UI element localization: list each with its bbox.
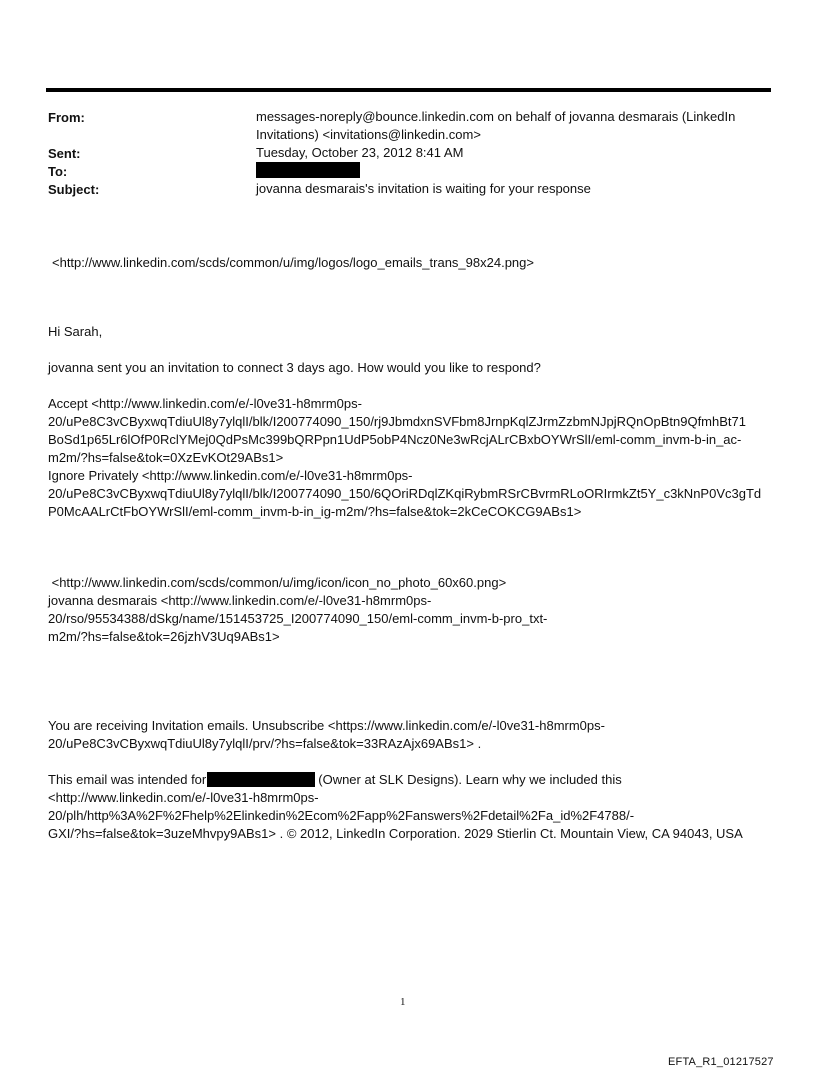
logo-image-link: <http://www.linkedin.com/scds/common/u/img/logos/logo_emails_trans_98x24.png>: [52, 255, 534, 270]
intended-prefix: This email was intended for: [48, 772, 207, 787]
sender-profile-link-line[interactable]: 20/rso/95534388/dSkg/name/151453725_I200774090_150/eml-comm_invm-b-pro_txt-: [48, 611, 548, 626]
subject-label: Subject:: [48, 182, 100, 197]
sender-profile-link-line[interactable]: jovanna desmarais <http://www.linkedin.com/e/-l0ve31-h8mrm0ps-: [48, 593, 432, 608]
ignore-link-line[interactable]: P0McAALrCtFbOYWrSlI/eml-comm_invm-b-in_ig-m2m/?hs=false&tok=2kCeCOKCG9ABs1>: [48, 504, 582, 519]
bates-number: EFTA_R1_01217527: [668, 1056, 774, 1068]
unsubscribe-line[interactable]: 20/uPe8C3vCByxwqTdiuUl8y7ylqlI/prv/?hs=false&tok=33RAzAjx69ABs1> .: [48, 736, 482, 751]
unsubscribe-notice[interactable]: [48, 717, 778, 753]
accept-link[interactable]: [48, 395, 778, 467]
from-label: From:: [48, 110, 85, 125]
sender-profile-link-line[interactable]: m2m/?hs=false&tok=26jzhV3Uq9ABs1>: [48, 629, 280, 644]
learn-why-link-line[interactable]: 20/plh/http%3A%2F%2Fhelp%2Elinkedin%2Ecom%2Fapp%2Fanswers%2Fdetail%2Fa_id%2F4788/-: [48, 808, 635, 823]
subject-value: jovanna desmarais's invitation is waiting for your response: [256, 181, 591, 196]
recipient-redaction-bar: [207, 772, 315, 787]
copyright-line: GXI/?hs=false&tok=3uzeMhvpy9ABs1> . © 2012, LinkedIn Corporation. 2029 Stierlin Ct. Mountain View, CA 94043, USA: [48, 826, 743, 841]
to-label: To:: [48, 164, 68, 179]
to-redaction-bar: [256, 162, 360, 178]
accept-link-line[interactable]: BoSd1p65Lr6lOfP0RclYMej0QdPsMc399bQRPpn1UdP5obP4Ncz0Ne3wRcjALrCBxbOYWrSlI/eml-comm_invm-b-in_ac-: [48, 432, 742, 447]
from-value: messages-noreply@bounce.linkedin.com on behalf of jovanna desmarais (LinkedIn Invitations) <invitations@linkedin.com>: [256, 109, 736, 142]
page-number: 1: [400, 996, 406, 1008]
accept-link-line[interactable]: m2m/?hs=false&tok=0XzEvKOt29ABs1>: [48, 450, 284, 465]
ignore-privately-link[interactable]: [48, 467, 778, 521]
sender-profile-block[interactable]: [48, 574, 778, 646]
accept-link-line[interactable]: Accept <http://www.linkedin.com/e/-l0ve31-h8mrm0ps-: [48, 396, 362, 411]
greeting: Hi Sarah,: [48, 324, 103, 339]
unsubscribe-line[interactable]: You are receiving Invitation emails. Unsubscribe <https://www.linkedin.com/e/-l0ve31-h8mrm0ps-: [48, 718, 605, 733]
intended-suffix: (Owner at SLK Designs). Learn why we included this: [318, 772, 622, 787]
no-photo-image-link: <http://www.linkedin.com/scds/common/u/img/icon/icon_no_photo_60x60.png>: [48, 575, 507, 590]
learn-why-link-line[interactable]: <http://www.linkedin.com/e/-l0ve31-h8mrm0ps-: [48, 790, 319, 805]
ignore-link-line[interactable]: 20/uPe8C3vCByxwqTdiuUl8y7ylqlI/blk/I200774090_150/6QOriRDqlZKqiRybmRSrCBvrmRLoORIrmkZt5Y_c3kNnP0Vc3gTd: [48, 486, 762, 501]
ignore-link-line[interactable]: Ignore Privately <http://www.linkedin.com/e/-l0ve31-h8mrm0ps-: [48, 468, 413, 483]
header-top-rule: [46, 88, 771, 92]
intended-recipient-notice: [48, 771, 778, 843]
intended-first-line: [48, 771, 778, 789]
intro-text: jovanna sent you an invitation to connect 3 days ago. How would you like to respond?: [48, 360, 541, 375]
sent-label: Sent:: [48, 146, 81, 161]
sent-value: Tuesday, October 23, 2012 8:41 AM: [256, 145, 464, 160]
accept-link-line[interactable]: 20/uPe8C3vCByxwqTdiuUl8y7ylqlI/blk/I200774090_150/rj9JbmdxnSVFbm8JrnpKqlZJrmZzbmNJpjRQnOpBtn9QfmhBt71: [48, 414, 746, 429]
